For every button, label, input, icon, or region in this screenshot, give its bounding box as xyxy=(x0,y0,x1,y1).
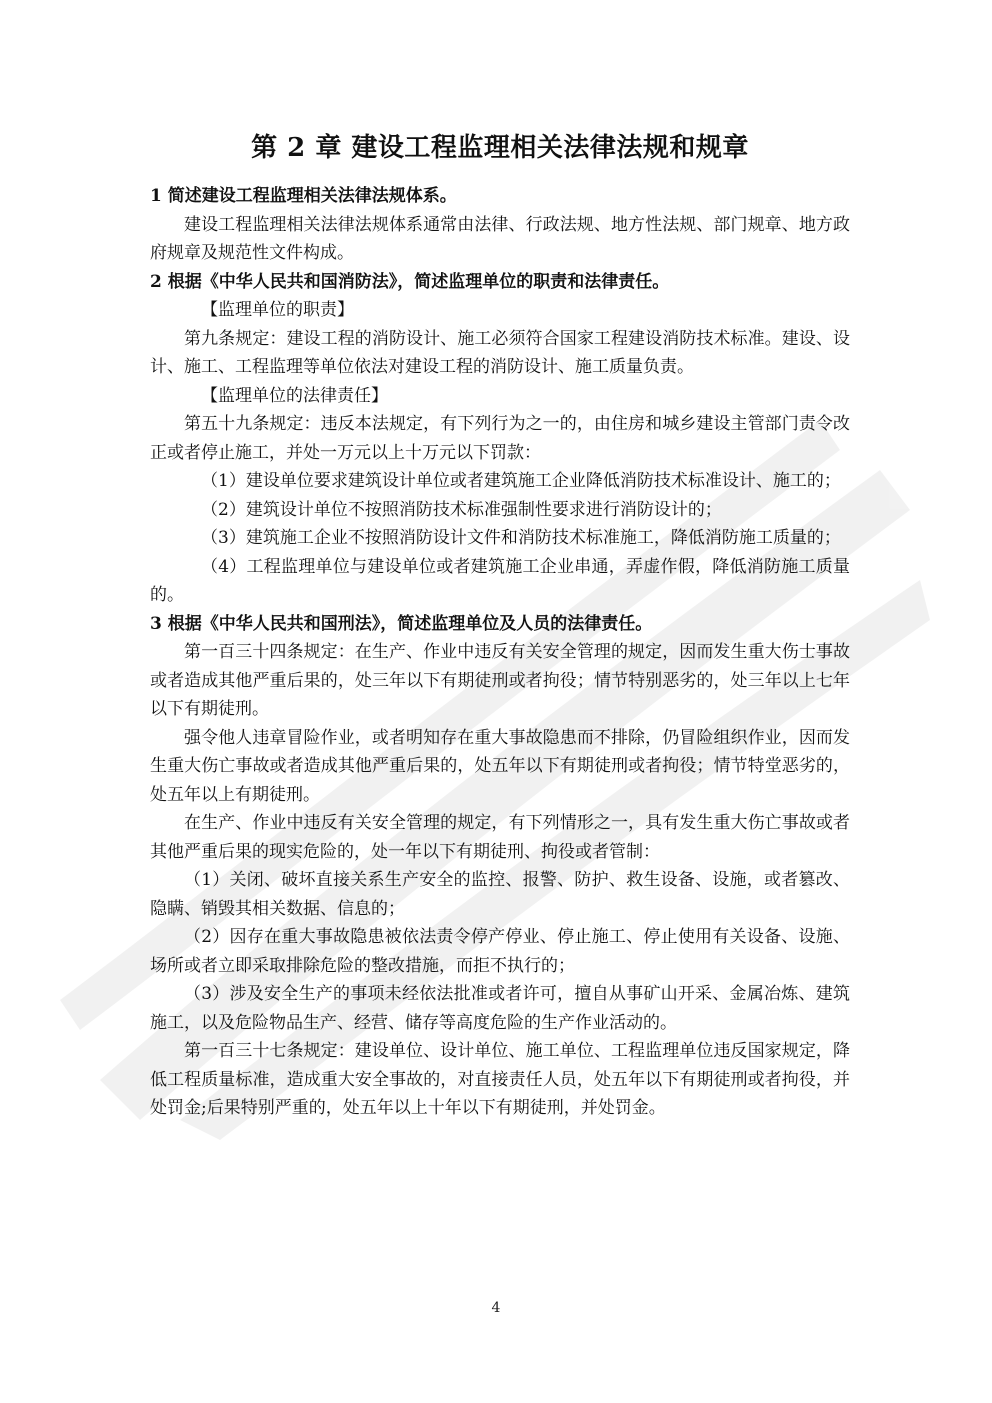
question-2: 2 根据《中华人民共和国消防法》，简述监理单位的职责和法律责任。 xyxy=(150,271,670,292)
duty-paragraph: 第九条规定：建设工程的消防设计、施工必须符合国家工程建设消防技术标准。建设、设计、施工、工程监理等单位依法对建设工程的消防设计、施工质量负责。 xyxy=(150,328,850,377)
chapter-title: 第 2 章 建设工程监理相关法律法规和规章 xyxy=(251,133,749,163)
page-content xyxy=(150,128,850,1123)
criminal-law-risk-paragraph: 在生产、作业中违反有关安全管理的规定，有下列情形之一，具有发生重大伤亡事故或者其他严重后果的现实危险的，处一年以下有期徒刑、拘役或者管制： xyxy=(150,813,850,862)
liability-item-2: （2）建筑设计单位不按照消防技术标准强制性要求进行消防设计的； xyxy=(201,499,722,520)
criminal-law-article-134: 第一百三十四条规定：在生产、作业中违反有关安全管理的规定，因而发生重大伤士事故或者造成其他严重后果的，处三年以下有期徒刑或者拘役；情节特别恶劣的，处三年以上七年以下有期徒刑。 xyxy=(150,642,850,719)
page-number: 4 xyxy=(491,1300,501,1316)
criminal-law-item-1: （1）关闭、破坏直接关系生产安全的监控、报警、防护、救生设备、设施，或者篡改、隐瞒、销毁其相关数据、信息的； xyxy=(150,870,850,919)
duty-heading: 【监理单位的职责】 xyxy=(201,300,354,320)
question-3: 3 根据《中华人民共和国刑法》，简述监理单位及人员的法律责任。 xyxy=(150,613,653,634)
answer-1-paragraph: 建设工程监理相关法律法规体系通常由法律、行政法规、地方性法规、部门规章、地方政府规章及规范性文件构成。 xyxy=(150,214,850,263)
criminal-law-item-2: （2）因存在重大事故隐患被依法责令停产停业、停止施工、停止使用有关设备、设施、场所或者立即采取排除危险的整改措施，而拒不执行的； xyxy=(150,927,850,976)
liability-item-1: （1）建设单位要求建筑设计单位或者建筑施工企业降低消防技术标准设计、施工的； xyxy=(201,471,841,491)
question-1: 1 简述建设工程监理相关法律法规体系。 xyxy=(150,186,457,206)
criminal-law-coercion-paragraph: 强令他人违章冒险作业，或者明知存在重大事故隐患而不排除，仍冒险组织作业，因而发生重大伤亡事故或者造成其他严重后果的，处五年以下有期徒刑或者拘役；情节特堂恶劣的，处五年以上有期徒刑。 xyxy=(150,727,850,805)
criminal-law-item-3: （3）涉及安全生产的事项未经依法批准或者许可，擅自从事矿山开采、金属冶炼、建筑施工，以及危险物品生产、经营、储存等高度危险的生产作业活动的。 xyxy=(150,984,850,1033)
liability-paragraph: 第五十九条规定：违反本法规定，有下列行为之一的，由住房和城乡建设主管部门责令改正或者停止施工，并处一万元以上十万元以下罚款： xyxy=(150,414,850,463)
liability-heading: 【监理单位的法律责任】 xyxy=(201,385,388,406)
criminal-law-article-137: 第一百三十七条规定：建设单位、设计单位、施工单位、工程监理单位违反国家规定，降低工程质量标准，造成重大安全事故的，对直接责任人员，处五年以下有期徒刑或者拘役，并处罚金;后果特别严重的，处五年以上十年以下有期徒刑，并处罚金。 xyxy=(150,1041,850,1118)
liability-item-4: （4）工程监理单位与建设单位或者建筑施工企业串通，弄虚作假，降低消防施工质量的。 xyxy=(150,556,850,605)
liability-item-3: （3）建筑施工企业不按照消防设计文件和消防技术标准施工，降低消防施工质量的； xyxy=(201,528,841,548)
